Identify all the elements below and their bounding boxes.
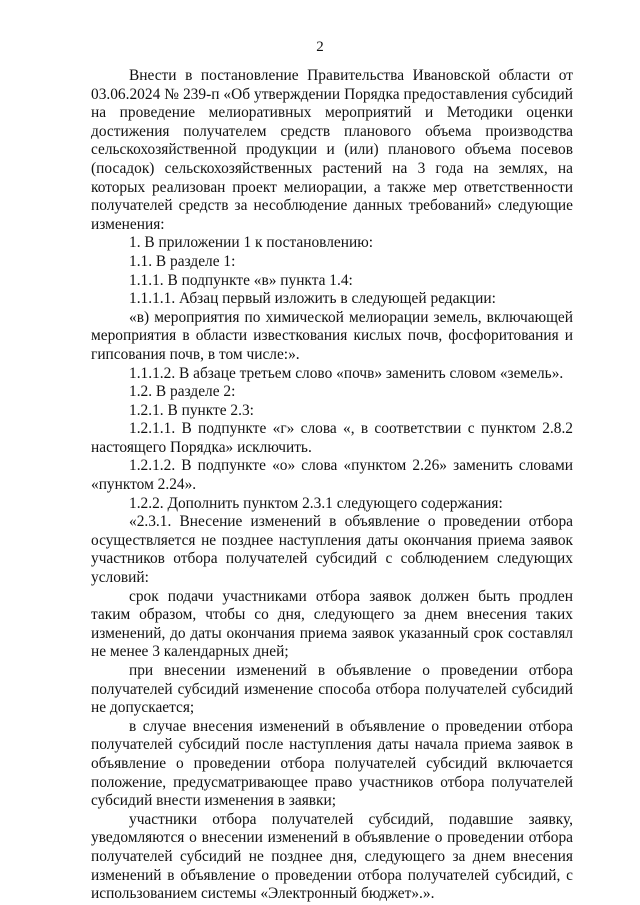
paragraph-item-1-2-2: 1.2.2. Дополнить пунктом 2.3.1 следующего содержания: [129, 494, 503, 512]
paragraph-item-1-2-1: 1.2.1. В пункте 2.3: [129, 401, 254, 419]
paragraph-item-1: 1. В приложении 1 к постановлению: [129, 234, 373, 252]
paragraph-condition-notification: участники отбора получателей субсидий, подавшие заявку, уведомляются о внесении изменений в объявление о проведении отбора получателей субсидий не позднее дня, следующего за днем внесения изменений в объявление о проведении отбора получателей субсидий, с использованием системы «Электронный бюджет».». [91, 810, 573, 903]
paragraph-item-1-2-1-1: 1.2.1.1. В подпункте «г» слова «, в соответствии с пунктом 2.8.2 настоящего Порядка» исключить. [91, 420, 573, 456]
paragraph-item-1-1-1: 1.1.1. В подпункте «в» пункта 1.4: [129, 271, 353, 289]
paragraph-item-1-1-1-2: 1.1.1.2. В абзаце третьем слово «почв» заменить словом «земель». [129, 364, 564, 382]
paragraph-item-1-2-1-2: 1.2.1.2. В подпункте «о» слова «пунктом 2.26» заменить словами «пунктом 2.24». [91, 457, 573, 494]
paragraph-condition-method: при внесении изменений в объявление о проведении отбора получателей субсидий изменение способа отбора получателей субсидий не допускается; [91, 662, 573, 717]
paragraph-quote-2-3-1: «2.3.1. Внесение изменений в объявление о проведении отбора осуществляется не позднее наступления даты окончания приема заявок участников отбора получателей субсидий с соблюдением следующих условий: [91, 513, 573, 587]
paragraph-preamble: Внести в постановление Правительства Ивановской области от 03.06.2024 № 239-п «Об утверждении Порядка предоставления субсидий на проведение мелиоративных мероприятий и Методики оценки достижения получателем средств планового объема производства сельскохозяйственной продукции и (или) планового объема посевов (посадок) сельскохозяйственных растений на 3 года на землях, на которых реализован проект мелиорации, а также мер ответственности получателей средств за несоблюдение данных требований» следующие изменения: [91, 67, 573, 233]
document-body [91, 67, 573, 904]
paragraph-condition-deadline: срок подачи участниками отбора заявок должен быть продлен таким образом, чтобы со дня, следующего за днем внесения таких изменений, до даты окончания приема заявок указанный срок составлял не менее 3 календарных дней; [91, 587, 573, 661]
paragraph-condition-amendments: в случае внесения изменений в объявление о проведении отбора получателей субсидий после наступления даты начала приема заявок в объявление о проведении отбора получателей субсидий включается положение, предусматривающее право участников отбора получателей субсидий внести изменения в заявки; [91, 717, 573, 810]
paragraph-quote-v: «в) мероприятия по химической мелиорации земель, включающей мероприятия в области известкования кислых почв, фосфоритования и гипсования почв, в том числе:». [91, 308, 573, 363]
paragraph-item-1-2: 1.2. В разделе 2: [129, 383, 236, 401]
paragraph-item-1-1-1-1: 1.1.1.1. Абзац первый изложить в следующей редакции: [129, 290, 496, 308]
page-number: 2 [316, 39, 324, 55]
paragraph-item-1-1: 1.1. В разделе 1: [129, 252, 236, 270]
